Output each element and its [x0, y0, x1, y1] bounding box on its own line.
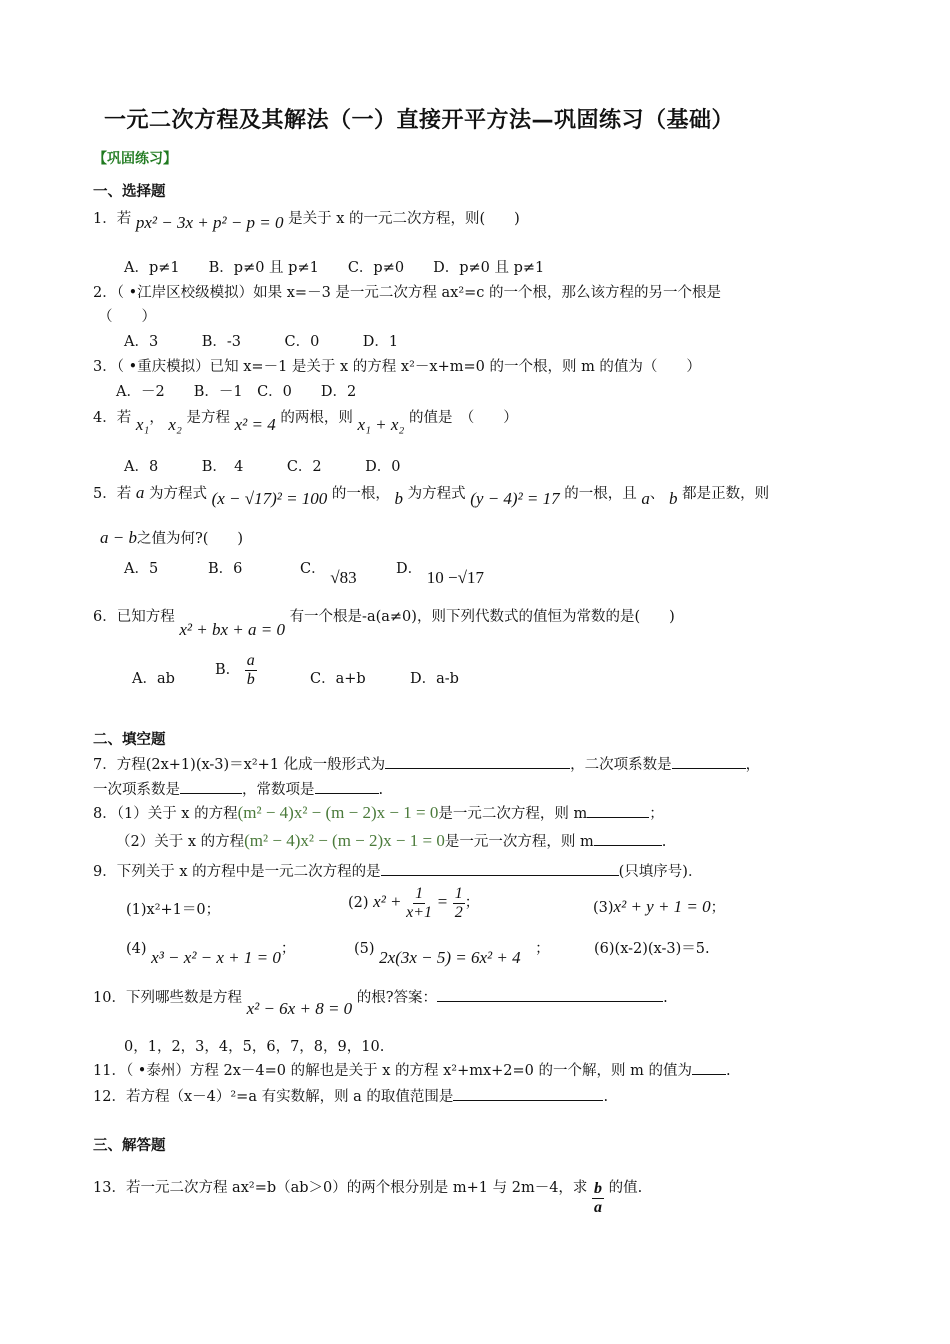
- q4-mid: 是方程: [186, 410, 230, 426]
- q5-option-c-radicand: 83: [339, 568, 357, 587]
- q11-end: .: [725, 1063, 731, 1079]
- q7-blank-constant[interactable]: [315, 779, 379, 794]
- q4-x1: x₁: [135, 415, 150, 434]
- q6-option-b-denominator: b: [246, 670, 255, 688]
- q2-text: 2．（ •江岸区校级模拟）如果 x=－3 是一元二次方程 ax²=c 的一个根，那么该方程的另一个根是: [93, 285, 722, 301]
- q9-item-5-equation: 2x(3x − 5) = 6x² + 4: [379, 948, 521, 967]
- q4-comma: ，: [149, 410, 164, 426]
- q9-item-3-end: ；: [710, 900, 726, 916]
- q6-option-b-label: B．: [215, 662, 241, 679]
- q5-line2-text: 之值为何?( ): [136, 531, 244, 547]
- q9-item-2-den-1: x+1: [406, 903, 433, 921]
- q5-option-d-value: 10 −√17: [426, 568, 484, 587]
- q6-text: 有一个根是-a(a≠0)，则下列代数式的值恒为常数的是( ): [289, 609, 675, 625]
- q6-equation: x² + bx + a = 0: [179, 620, 285, 639]
- q5-option-c: [300, 557, 357, 587]
- q4-equation: x² = 4: [234, 415, 276, 434]
- q9-item-5: [354, 937, 550, 967]
- q7-blank-quadratic-coef[interactable]: [672, 754, 746, 769]
- q6-option-b: [215, 652, 257, 688]
- q3-text: 3．（ •重庆模拟）已知 x=－1 是关于 x 的方程 x²－x+m=0 的一个根，则 m 的值为（ ）: [93, 359, 701, 375]
- q5-equation-1: (x − √17)² = 100: [211, 489, 328, 508]
- q5-option-d-label: D．: [396, 561, 423, 577]
- q7-blank-general-form[interactable]: [385, 754, 570, 769]
- question-8-2: [116, 830, 666, 851]
- q4-number: 4．若: [93, 410, 132, 426]
- q7-text-6: .: [378, 782, 384, 798]
- q8-text-1: 8．（1）关于 x 的方程: [93, 806, 238, 822]
- q5-a2: a: [641, 489, 650, 508]
- question-1: [93, 207, 520, 232]
- q5-sep: 、: [649, 486, 665, 502]
- q1-number: 1．若: [93, 211, 132, 227]
- question-6: [93, 605, 675, 639]
- q11-text: 11．（ •泰州）方程 2x－4=0 的解也是关于 x 的方程 x²+mx+2=0 的一个解，则 m 的值为: [93, 1063, 692, 1079]
- question-7-cont: [93, 778, 383, 799]
- q13-end: 的值.: [608, 1180, 643, 1197]
- question-4: [93, 406, 518, 434]
- q10-text-3: .: [663, 990, 668, 1006]
- q5-line2: [100, 527, 243, 548]
- q2-text-cont: （ ）: [98, 309, 156, 325]
- q9-item-5-end: ；: [535, 941, 550, 957]
- q9-blank[interactable]: [381, 861, 619, 876]
- q9-item-2: [348, 885, 479, 921]
- question-5: [93, 482, 770, 508]
- q5-b: b: [394, 489, 404, 508]
- q5-b2: b: [669, 489, 678, 508]
- q5-option-c-label: C．: [300, 561, 326, 577]
- q5-expression: a − b: [100, 528, 137, 547]
- q5-option-d: [396, 557, 484, 587]
- q2-options: A．3 B．-3 C．0 D．1: [124, 334, 399, 350]
- q12-blank[interactable]: [453, 1086, 603, 1101]
- section-heading-fill: 二、填空题: [93, 732, 166, 748]
- q6-option-b-numerator: a: [246, 652, 255, 669]
- section-heading-choice: 一、选择题: [93, 184, 166, 200]
- q10-equation: x² − 6x + 8 = 0: [246, 999, 353, 1018]
- q8-blank-1[interactable]: [587, 803, 649, 818]
- q4-end: 的值是 （ ）: [408, 410, 518, 426]
- question-7: [93, 753, 760, 774]
- q8-equation-2: (m² − 4)x² − (m − 2)x − 1 = 0: [244, 831, 445, 850]
- q9-item-2-end: ；: [464, 895, 480, 912]
- q9-item-5-label: (5): [354, 941, 375, 957]
- q5-option-a: A．5: [124, 561, 159, 577]
- q8-text-2: 是一元二次方程，则 m: [438, 806, 588, 822]
- q1-text: 是关于 x 的一元二次方程，则( ): [288, 211, 520, 227]
- q5-t4: 的一根，且: [564, 486, 637, 502]
- q13-numerator: b: [594, 1180, 603, 1197]
- q9-item-4-equation: x³ − x² − x + 1 = 0: [151, 948, 281, 967]
- q10-numbers: 0，1，2，3，4，5，6，7，8，9，10.: [124, 1039, 385, 1055]
- q11-blank[interactable]: [692, 1060, 726, 1075]
- q9-item-3: [593, 896, 725, 917]
- q9-text: 9．下列关于 x 的方程中是一元二次方程的是: [93, 864, 381, 880]
- question-11: [93, 1059, 731, 1080]
- q12-end: .: [603, 1089, 609, 1105]
- page-title: 一元二次方程及其解法（一）直接开平方法—巩固练习（基础）: [104, 108, 735, 133]
- q4-x2: x₂: [168, 415, 182, 434]
- q13-text: 13．若一元二次方程 ax²=b（ab＞0）的两个根分别是 m+1 与 2m－4，求: [93, 1180, 588, 1197]
- q5-t1: 为方程式: [148, 486, 207, 502]
- q6-number: 6．已知方程: [93, 609, 175, 625]
- q5-t5: 都是正数，则: [682, 486, 770, 502]
- q7-text-4: 一次项系数是: [93, 782, 180, 798]
- q10-blank[interactable]: [437, 987, 663, 1002]
- q8-text-5: 是一元一次方程，则 m: [444, 834, 594, 850]
- q10-text-1: 10．下列哪些数是方程: [93, 990, 242, 1006]
- q8-text-4: （2）关于 x 的方程: [116, 834, 245, 850]
- question-8-1: [93, 802, 664, 823]
- q7-text-5: ，常数项是: [242, 782, 315, 798]
- q1-equation: px² − 3x + p² − p = 0: [135, 213, 284, 232]
- question-13: [93, 1170, 643, 1216]
- section-tag: 【巩固练习】: [93, 151, 177, 167]
- q7-text-3: ，: [745, 757, 761, 773]
- q9-item-3-label: (3): [593, 900, 614, 916]
- q9-item-2-equals: =: [436, 892, 449, 912]
- q6-option-d: D．a-b: [410, 671, 459, 687]
- q4-options: A．8 B． 4 C．2 D．0: [124, 459, 401, 475]
- q5-t3: 为方程式: [407, 486, 466, 502]
- q1-options: A．p≠1 B．p≠0 且 p≠1 C．p≠0 D．p≠0 且 p≠1: [124, 260, 545, 276]
- q9-item-1: (1)x²+1＝0；: [126, 902, 221, 918]
- q9-item-2-fraction-1: [406, 885, 432, 921]
- q5-number: 5．若: [93, 486, 132, 502]
- q9-item-2-num-1: 1: [415, 885, 424, 902]
- question-9: [93, 860, 702, 881]
- q13-denominator: a: [594, 1198, 603, 1216]
- q9-item-2-num-2: 1: [454, 885, 463, 902]
- q9-item-6: (6)(x-2)(x-3)＝5.: [594, 941, 710, 957]
- q8-text-6: .: [661, 834, 667, 850]
- q9-item-2-label: (2): [348, 895, 369, 912]
- q9-item-2-lead: x² +: [373, 892, 402, 912]
- q9-item-4: [126, 937, 296, 967]
- q5-a: a: [135, 483, 145, 502]
- q7-text-1: 7．方程(2x+1)(x-3)＝x²+1 化成一般形式为: [93, 757, 386, 773]
- q5-equation-2: (y − 4)² = 17: [470, 489, 560, 508]
- q6-option-c: C．a+b: [310, 671, 366, 687]
- q5-option-d-prefix: 10 −: [426, 568, 458, 587]
- q7-blank-linear-coef[interactable]: [180, 779, 242, 794]
- q3-options: A．－2 B．－1 C．0 D．2: [116, 384, 357, 400]
- q9-item-4-label: (4): [126, 941, 147, 957]
- q4-sum: x₁ + x₂: [357, 415, 405, 434]
- q6-option-b-fraction: [245, 652, 257, 688]
- q10-text-2: 的根?答案：: [356, 990, 438, 1006]
- q5-option-b: B．6: [208, 561, 243, 577]
- q8-text-3: ；: [649, 806, 664, 822]
- q9-item-3-equation: x² + y + 1 = 0: [613, 897, 711, 916]
- q7-text-2: ，二次项系数是: [570, 757, 672, 773]
- q6-option-a: A．ab: [132, 671, 175, 687]
- q8-equation-1: (m² − 4)x² − (m − 2)x − 1 = 0: [237, 803, 439, 822]
- q9-item-2-fraction-2: [453, 885, 465, 921]
- q13-fraction: [592, 1180, 604, 1216]
- q4-mid2: 的两根，则: [280, 410, 353, 426]
- q8-blank-2[interactable]: [594, 831, 662, 846]
- section-heading-solve: 三、解答题: [93, 1138, 166, 1154]
- q9-item-4-end: ；: [280, 941, 296, 957]
- question-12: [93, 1085, 608, 1106]
- q5-option-c-value: √83: [330, 568, 357, 587]
- q12-text: 12．若方程（x－4）²=a 有实数解，则 a 的取值范围是: [93, 1089, 454, 1105]
- q9-end: (只填序号)．: [618, 864, 703, 880]
- q9-item-2-den-2: 2: [454, 903, 463, 921]
- question-10: [93, 986, 668, 1018]
- q5-option-d-radicand: 17: [466, 568, 484, 587]
- q5-t2: 的一根，: [331, 486, 390, 502]
